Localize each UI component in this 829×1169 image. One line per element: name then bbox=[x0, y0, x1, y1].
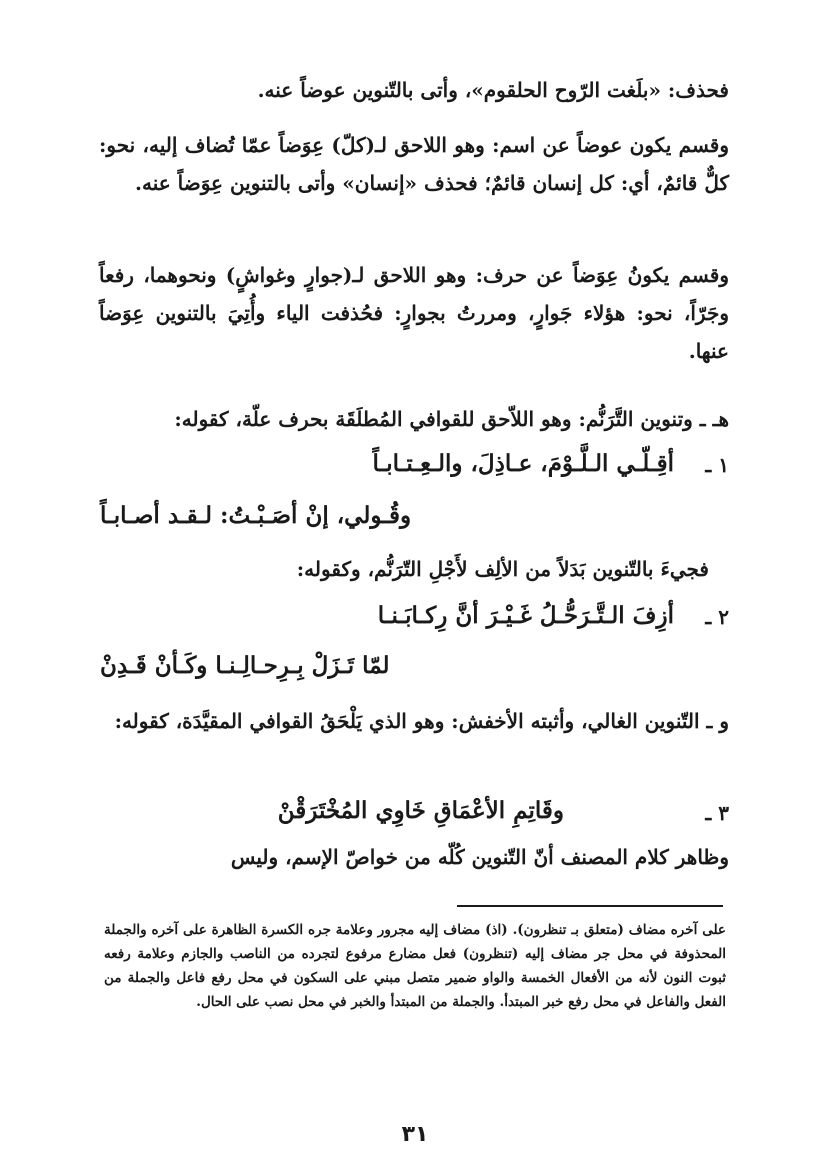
paragraph-conclusion: وظاهر كلام المصنف أنّ التّنوين كُلّه من خواصّ الإسم، وليس bbox=[230, 845, 729, 869]
verse-2-first-hemistich: أزِفَ الـتَّـرَحُّـلُ غَـيْـرَ أنَّ رِكـابَـنـا bbox=[377, 602, 674, 629]
verse-2-second-hemistich: لمّا تَـزَلْ بِـرِحـالِـنـا وكَـأنْ قَـدِنْ bbox=[100, 652, 390, 679]
paragraph-hadhf: فحذف: «بلَغت الرّوح الحلقوم»، وأتى بالتّنوين عوضاً عنه. bbox=[257, 78, 729, 102]
verse-1-first-hemistich: أقِـلّـي الـلَّـوْمَ، عـاذِلَ، والـعِـتـابـاً bbox=[372, 450, 674, 477]
footnote-text: على آخره مضاف (متعلق بـ تنظرون). (اذ) مضاف إليه مجرور وعلامة جره الكسرة الظاهرة على آخره والجملة المحذوفة في محل جر مضاف إليه (تنظرون) فعل مضارع مرفوع لتجرده من الناصب والجازم وعلامة رفعه ثبوت النون لأنه من الأفعال الخمسة والواو ضمير متصل مبني على السكون في محل رفع فاعل والجملة من الفعل والفاعل في محل رفع خبر المبتدأ. والجملة من المبتدأ والخبر في محل نصب على الحال. bbox=[104, 922, 726, 1010]
paragraph-tarannum-explanation: فجيءَ بالتّنوين بَدَلاً من الألِف لأَجْلِ التّرَنُّم، وكقوله: bbox=[296, 557, 709, 581]
verse-number-2: ٢ ـ bbox=[705, 605, 729, 629]
verse-number-1: ١ ـ bbox=[705, 453, 729, 477]
verse-number-3: ٣ ـ bbox=[705, 801, 729, 825]
footnote-separator bbox=[457, 905, 723, 907]
page-number: ٣١ bbox=[401, 1122, 429, 1147]
verse-1-second-hemistich: وقُـولي، إنْ أصَـبْـتُ: لـقـد أصـابـاً bbox=[100, 502, 412, 529]
paragraph-ism-compensation: وقسم يكون عوضاً عن اسم: وهو اللاحق لـ(كلّ) عِوَضاً عمّا تُضاف إليه، نحو: كلٌّ قائمٌ، أي: كل إنسان قائمٌ؛ فحذف «إنسان» وأتى بالتنوين عِوَضاً عنه. bbox=[99, 133, 729, 195]
paragraph-harf-compensation: وقسم يكونُ عِوَضاً عن حرف: وهو اللاحق لـ(جوارٍ وغواشٍ) ونحوهما، رفعاً وجَرّاً، نحو: هؤلاء جَوارٍ، ومررتُ بجوارٍ: فحُذفت الياء وأُتِيَ بالتنوين عِوَضاً عنها. bbox=[99, 263, 729, 363]
paragraph-tarannum: هـ ـ وتنوين التَّرَنُّم: وهو اللاّحق للقوافي المُطلَقَة بحرف علّة، كقوله: bbox=[174, 407, 729, 431]
paragraph-ghali-tanween: و ـ التّنوين الغالي، وأثبته الأخفش: وهو الذي يَلْحَقُ القوافي المقيَّدَة، كقوله: bbox=[114, 709, 729, 733]
verse-3: وقَاتِمِ الأعْمَاقِ خَاوِي المُخْتَرَقْنْ bbox=[277, 797, 564, 824]
